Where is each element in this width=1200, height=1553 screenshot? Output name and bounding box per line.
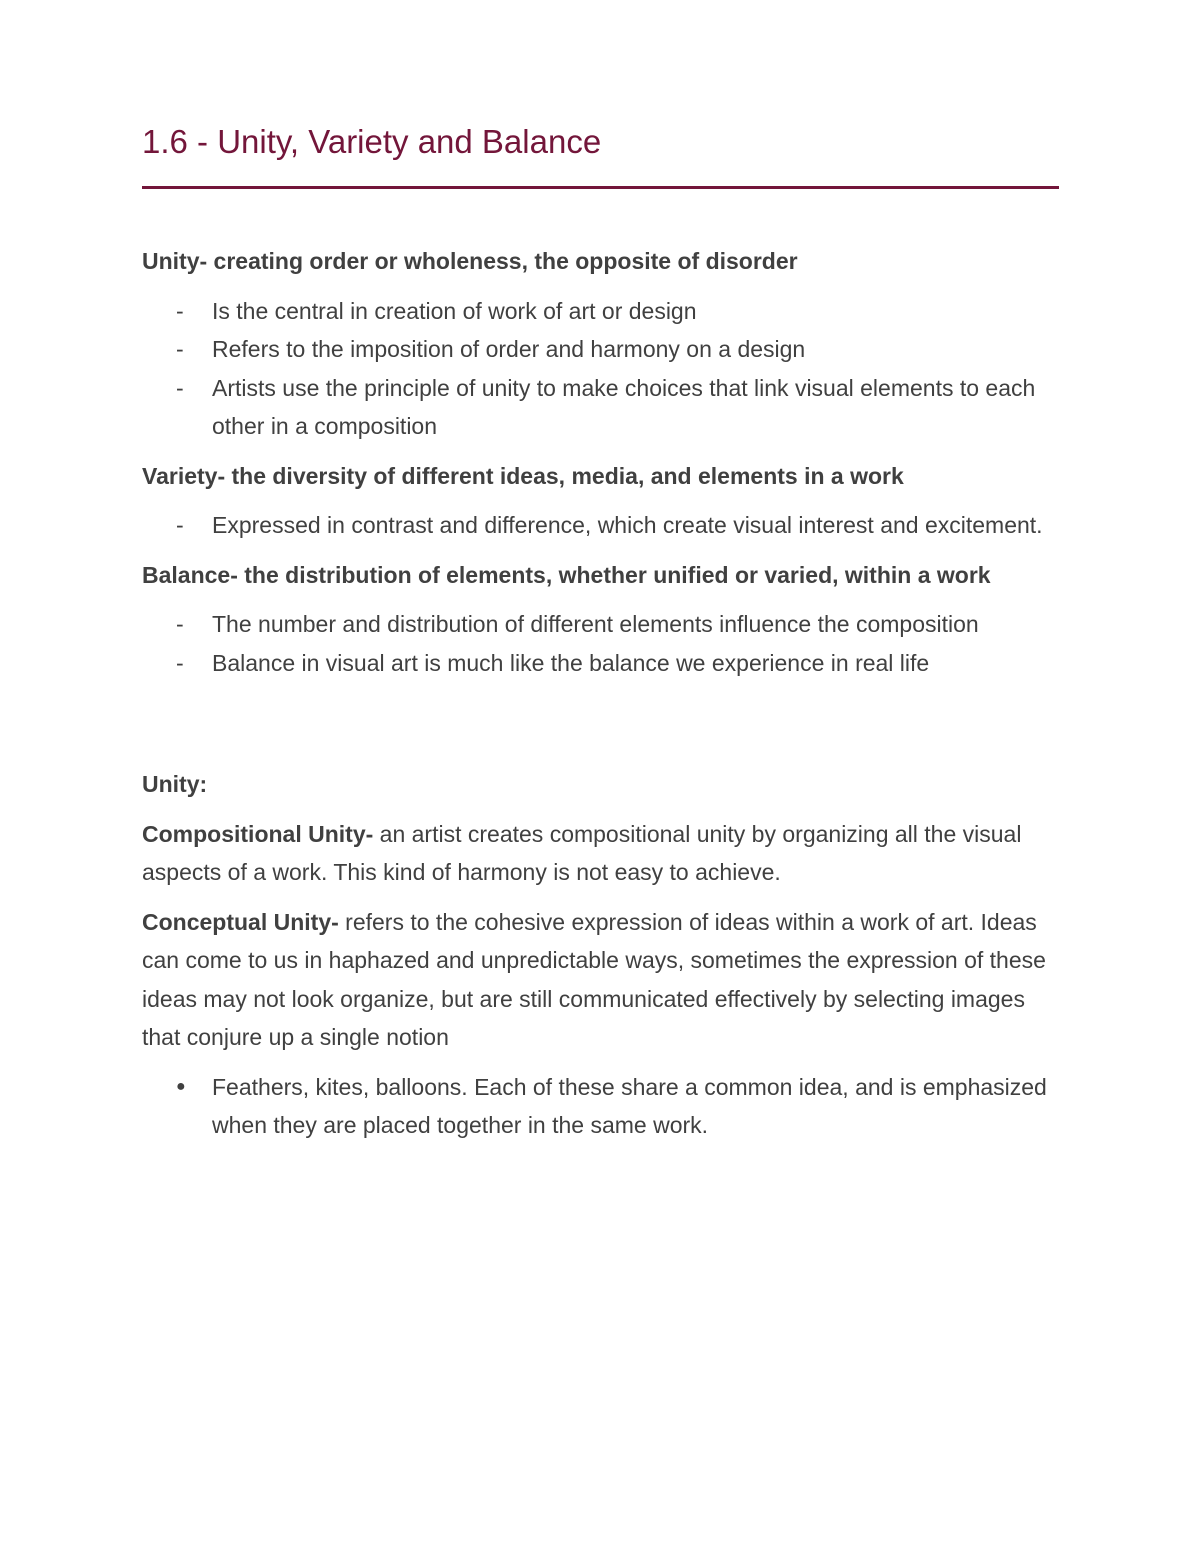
dash-marker: -	[176, 649, 184, 676]
list-item: - Balance in visual art is much like the balance we experience in real life	[142, 644, 1062, 683]
conceptual-unity-text: refers to the cohesive expression of ideas within a work of art. Ideas can come to us in haphazed and unpredictable ways, sometimes the expression of these ideas may not look organize, but are still communicated effectively by selecting images that conjure up a single notion	[142, 908, 1046, 1050]
list-item: - Expressed in contrast and difference, which create visual interest and excitement.	[142, 506, 1062, 545]
compositional-unity-term: Compositional Unity-	[142, 820, 374, 847]
unity-detail-heading: Unity:	[142, 771, 208, 797]
variety-heading: Variety- the diversity of different ideas, media, and elements in a work	[142, 462, 904, 489]
list-item: ● Feathers, kites, balloons. Each of these share a common idea, and is emphasized when they are placed together in the same work.	[142, 1068, 1062, 1145]
conceptual-examples-list	[142, 1068, 1062, 1145]
page-title: 1.6 - Unity, Variety and Balance	[142, 123, 602, 160]
document-body	[142, 242, 1062, 1156]
compositional-unity-text: an artist creates compositional unity by organizing all the visual aspects of a work. This kind of harmony is not easy to achieve.	[142, 820, 1022, 885]
bullet-icon: ●	[176, 1077, 186, 1095]
list-item: - Is the central in creation of work of art or design	[142, 292, 1062, 331]
unity-list	[142, 292, 1062, 446]
dash-marker: -	[176, 374, 184, 401]
dash-marker: -	[176, 336, 184, 362]
variety-list	[142, 506, 1062, 545]
dash-marker: -	[176, 611, 184, 637]
conceptual-unity-term: Conceptual Unity-	[142, 908, 339, 935]
section-spacer	[142, 693, 1062, 765]
title-divider	[142, 186, 1059, 189]
compositional-unity-paragraph	[142, 815, 1062, 892]
balance-heading: Balance- the distribution of elements, whether unified or varied, within a work	[142, 561, 991, 588]
list-item: - Refers to the imposition of order and harmony on a design	[142, 330, 1062, 369]
list-item: - Artists use the principle of unity to make choices that link visual elements to each other in a composition	[142, 369, 1062, 446]
dash-marker: -	[176, 512, 184, 538]
balance-list	[142, 605, 1062, 682]
dash-marker: -	[176, 297, 184, 324]
unity-heading: Unity- creating order or wholeness, the opposite of disorder	[142, 248, 798, 274]
conceptual-unity-paragraph	[142, 903, 1062, 1057]
list-item: - The number and distribution of different elements influence the composition	[142, 605, 1062, 644]
